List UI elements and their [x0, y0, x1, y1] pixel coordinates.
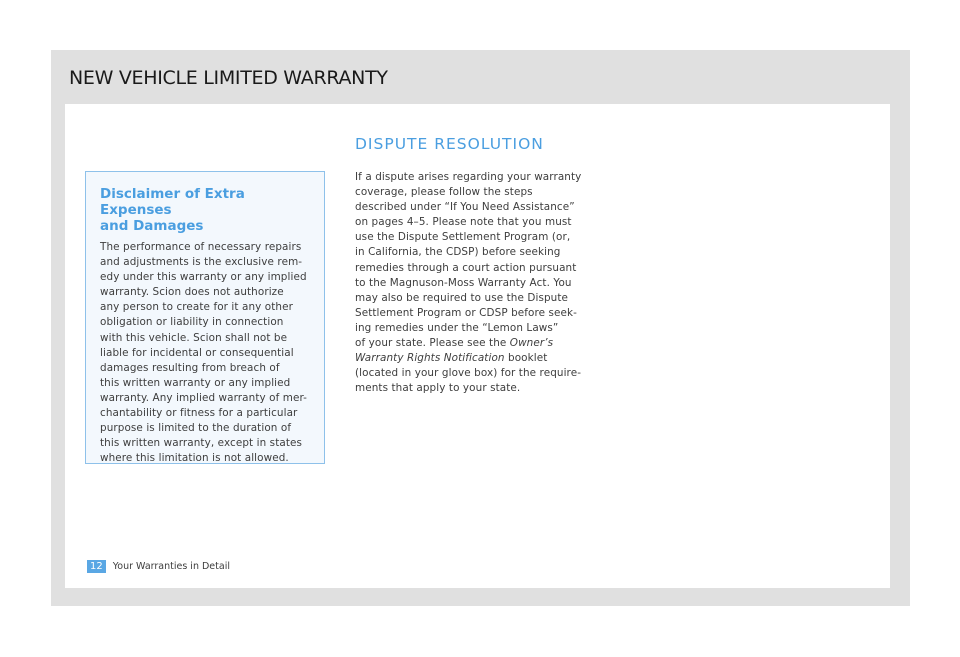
disclaimer-line: this written warranty, except in states [100, 437, 303, 450]
disclaimer-line: liable for incidental or consequential [100, 346, 294, 359]
dispute-line: use the Dispute Settlement Program (or, [355, 231, 571, 244]
disclaimer-line: where this limitation is not allowed. [100, 452, 289, 465]
dispute-body [355, 170, 581, 396]
page-footer [87, 560, 230, 573]
booklet-title-part: Warranty Rights Notification [355, 352, 505, 365]
page-number-badge: 12 [87, 560, 106, 573]
dispute-line: may also be required to use the Dispute [355, 291, 569, 304]
disclaimer-line: damages resulting from breach of [100, 361, 280, 374]
booklet-title-part: Owner’s [509, 337, 554, 350]
dispute-line: remedies through a court action pursuant [355, 261, 577, 274]
section-label: Your Warranties in Detail [112, 561, 230, 572]
disclaimer-line: edy under this warranty or any implied [100, 271, 307, 284]
dispute-line-text: of your state. Please see the [355, 337, 510, 350]
dispute-line-text: booklet [504, 352, 548, 365]
dispute-line [355, 336, 581, 351]
dispute-line: to the Magnuson-Moss Warranty Act. You [355, 276, 572, 289]
disclaimer-line: and adjustments is the exclusive rem- [100, 256, 303, 269]
disclaimer-line: this written warranty or any implied [100, 376, 291, 389]
disclaimer-line: warranty. Any implied warranty of mer- [100, 391, 308, 404]
dispute-line: described under “If You Need Assistance” [355, 201, 575, 214]
disclaimer-line: chantability or fitness for a particular [100, 407, 298, 420]
dispute-line: in California, the CDSP) before seeking [355, 246, 561, 259]
disclaimer-line: warranty. Scion does not authorize [100, 286, 284, 299]
dispute-line [355, 351, 581, 366]
disclaimer-line: purpose is limited to the duration of [100, 422, 292, 435]
dispute-line: Settlement Program or CDSP before seek- [355, 306, 577, 319]
dispute-line: on pages 4–5. Please note that you must [355, 216, 572, 229]
disclaimer-title-line: Disclaimer of Extra Expenses [100, 186, 245, 218]
dispute-line: coverage, please follow the steps [355, 186, 533, 199]
dispute-heading: DISPUTE RESOLUTION [355, 135, 544, 153]
dispute-line: (located in your glove box) for the require- [355, 367, 582, 380]
disclaimer-body [100, 240, 316, 466]
disclaimer-title-line: and Damages [100, 218, 204, 234]
disclaimer-callout [85, 171, 325, 464]
content-panel [65, 104, 890, 588]
page-title: NEW VEHICLE LIMITED WARRANTY [69, 67, 388, 89]
page-frame [51, 50, 910, 606]
dispute-line: ing remedies under the “Lemon Laws” [355, 321, 559, 334]
dispute-line: If a dispute arises regarding your warranty [355, 171, 582, 183]
disclaimer-line: with this vehicle. Scion shall not be [100, 331, 288, 344]
disclaimer-line: any person to create for it any other [100, 301, 293, 314]
dispute-line: ments that apply to your state. [355, 382, 521, 395]
disclaimer-line: The performance of necessary repairs [100, 241, 302, 253]
disclaimer-title [100, 186, 316, 234]
disclaimer-line: obligation or liability in connection [100, 316, 284, 329]
